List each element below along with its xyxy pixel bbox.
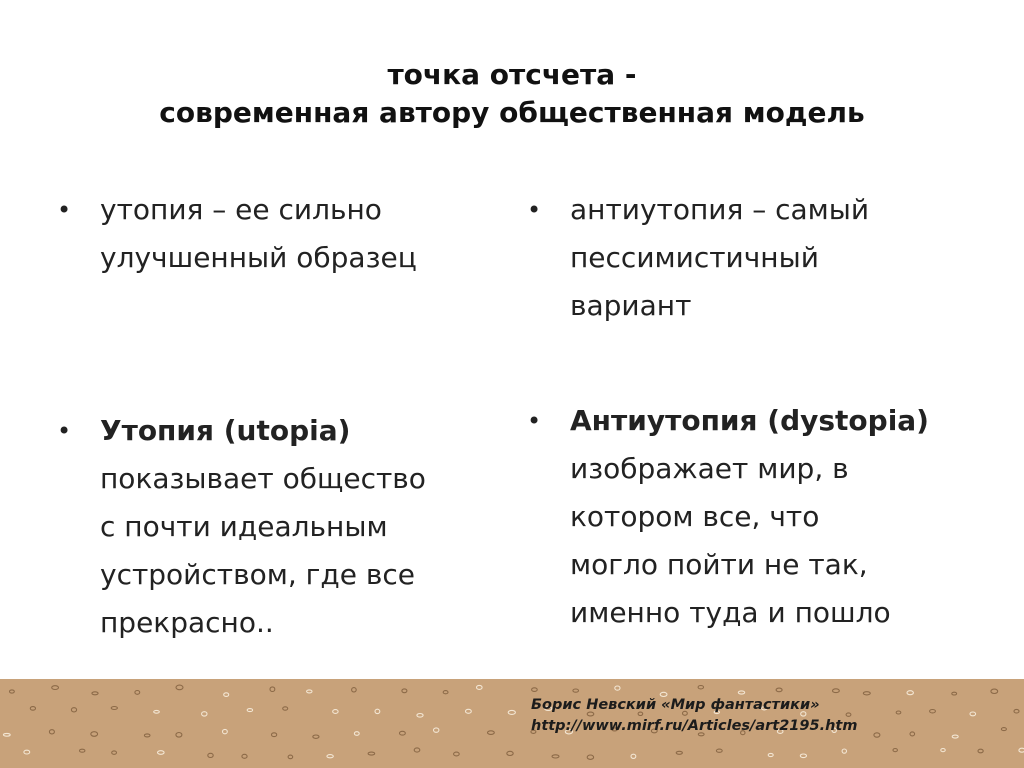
- footer-speckle: [477, 685, 483, 689]
- slide-title: [0, 56, 1024, 132]
- bullet-term-utopia: Утопия (utopia): [100, 414, 351, 447]
- footer-speckle: [863, 692, 870, 695]
- footer-speckle: [242, 754, 247, 758]
- bullet-text-line: именно туда и пошло: [570, 596, 891, 629]
- footer-speckle: [52, 686, 59, 690]
- bullet-text-line: вариант: [570, 289, 692, 322]
- footer-speckle: [352, 688, 357, 692]
- footer-speckle: [941, 749, 945, 752]
- footer-speckle: [354, 732, 359, 736]
- footer-speckle: [417, 714, 423, 718]
- footer-speckle: [970, 712, 976, 716]
- bullet-text-line: изображает мир, в: [570, 452, 849, 485]
- footer-speckle: [154, 710, 160, 713]
- footer-speckle: [3, 733, 10, 736]
- footer-speckle: [833, 689, 840, 693]
- bullet-dot: •: [527, 407, 542, 435]
- footer-speckle: [907, 691, 913, 695]
- footer-speckle: [402, 689, 407, 693]
- citation-author-line: Борис Невский «Мир фантастики»: [531, 697, 820, 713]
- footer-speckle: [842, 749, 846, 753]
- footer-speckle: [991, 689, 998, 693]
- footer-speckle: [135, 691, 140, 695]
- footer-speckle: [223, 729, 228, 733]
- footer-speckle: [676, 751, 682, 754]
- footer-speckle: [327, 755, 333, 758]
- bullet-text-line: антиутопия – самый: [570, 193, 870, 226]
- footer-speckle: [272, 733, 277, 737]
- footer-speckle: [92, 692, 98, 695]
- footer-speckle: [1014, 709, 1019, 713]
- left-bullet-utopia-definition: [57, 186, 417, 282]
- footer-speckle: [202, 712, 207, 716]
- footer-speckle: [91, 732, 98, 737]
- footer-speckle: [768, 753, 773, 756]
- bullet-dot: •: [57, 417, 72, 445]
- footer-speckle: [307, 690, 312, 693]
- footer-speckle: [573, 689, 579, 692]
- citation-url-line: http://www.mirf.ru/Articles/art2195.htm: [531, 718, 858, 734]
- footer-speckle: [283, 707, 288, 710]
- footer-speckle: [368, 752, 375, 755]
- footer-speckle: [978, 749, 983, 753]
- footer-speckle: [466, 709, 472, 713]
- footer-speckle: [144, 734, 150, 737]
- footer-speckle: [952, 735, 958, 738]
- bullet-text-line: устройством, где все: [100, 558, 415, 591]
- footer-speckle: [615, 686, 620, 690]
- footer-speckle: [930, 710, 936, 713]
- footer-speckle: [71, 708, 76, 712]
- footer-speckle: [176, 733, 182, 738]
- footer-speckle: [158, 751, 165, 755]
- footer-speckle: [24, 750, 30, 754]
- footer-speckle: [333, 710, 338, 714]
- footer-speckle: [375, 709, 380, 713]
- footer-speckle: [224, 693, 229, 697]
- footer-speckle: [874, 733, 880, 737]
- footer-speckle: [400, 731, 406, 735]
- footer-speckle: [288, 755, 293, 759]
- footer-speckle: [631, 754, 636, 758]
- bullet-text-line: показывает общество: [100, 462, 426, 495]
- footer-speckle: [454, 752, 460, 756]
- footer-speckle: [112, 751, 117, 754]
- footer-speckle: [716, 749, 722, 752]
- footer-speckle: [176, 685, 183, 690]
- bullet-text-line: могло пойти не так,: [570, 548, 868, 581]
- footer-speckle: [247, 709, 252, 712]
- footer-speckle: [1001, 728, 1006, 731]
- footer-speckle: [587, 755, 593, 759]
- footer-speckle: [434, 728, 439, 732]
- footer-speckle: [896, 711, 901, 714]
- bullet-text-line: прекрасно..: [100, 606, 274, 639]
- footer-speckle: [208, 753, 213, 757]
- footer-speckle: [893, 749, 897, 752]
- footer-speckle: [776, 688, 782, 692]
- bullet-dot: •: [57, 196, 72, 224]
- footer-speckle: [507, 751, 513, 755]
- left-bullet-utopia-description: [57, 407, 426, 647]
- bullet-text-line: пессимистичный: [570, 241, 819, 274]
- bullet-text-line: утопия – ее сильно: [100, 193, 382, 226]
- footer-speckle-pattern: [0, 679, 1024, 768]
- slide-title-line-1: точка отсчета -: [387, 58, 637, 91]
- bullet-dot: •: [527, 196, 542, 224]
- right-bullet-dystopia-definition: [527, 186, 870, 330]
- footer-speckle: [80, 749, 85, 752]
- footer-speckle: [313, 735, 319, 738]
- footer-speckle: [552, 755, 559, 758]
- footer-speckle: [698, 686, 703, 689]
- footer-speckle: [508, 710, 515, 714]
- bullet-text-line: с почти идеальным: [100, 510, 388, 543]
- footer-speckle: [738, 691, 744, 694]
- footer-speckle: [49, 730, 54, 734]
- source-citation: [531, 695, 857, 737]
- footer-speckle: [414, 748, 420, 752]
- footer-speckle: [111, 707, 117, 710]
- footer-speckle: [1019, 748, 1024, 752]
- footer-speckle: [30, 707, 35, 711]
- bullet-term-dystopia: Антиутопия (dystopia): [570, 404, 929, 437]
- footer-speckle: [532, 688, 538, 692]
- footer-speckle: [10, 690, 15, 693]
- footer-speckle: [488, 731, 495, 735]
- bullet-text-line: улучшенный образец: [100, 241, 417, 274]
- footer-speckle: [443, 691, 448, 694]
- footer-speckle: [952, 692, 957, 695]
- footer-band: [0, 679, 1024, 768]
- footer-speckle: [800, 754, 806, 758]
- bullet-text-line: котором все, что: [570, 500, 820, 533]
- footer-speckle: [910, 732, 915, 736]
- right-bullet-dystopia-description: [527, 397, 929, 637]
- footer-speckle: [270, 687, 275, 692]
- slide-title-line-2: современная автору общественная модель: [159, 96, 865, 129]
